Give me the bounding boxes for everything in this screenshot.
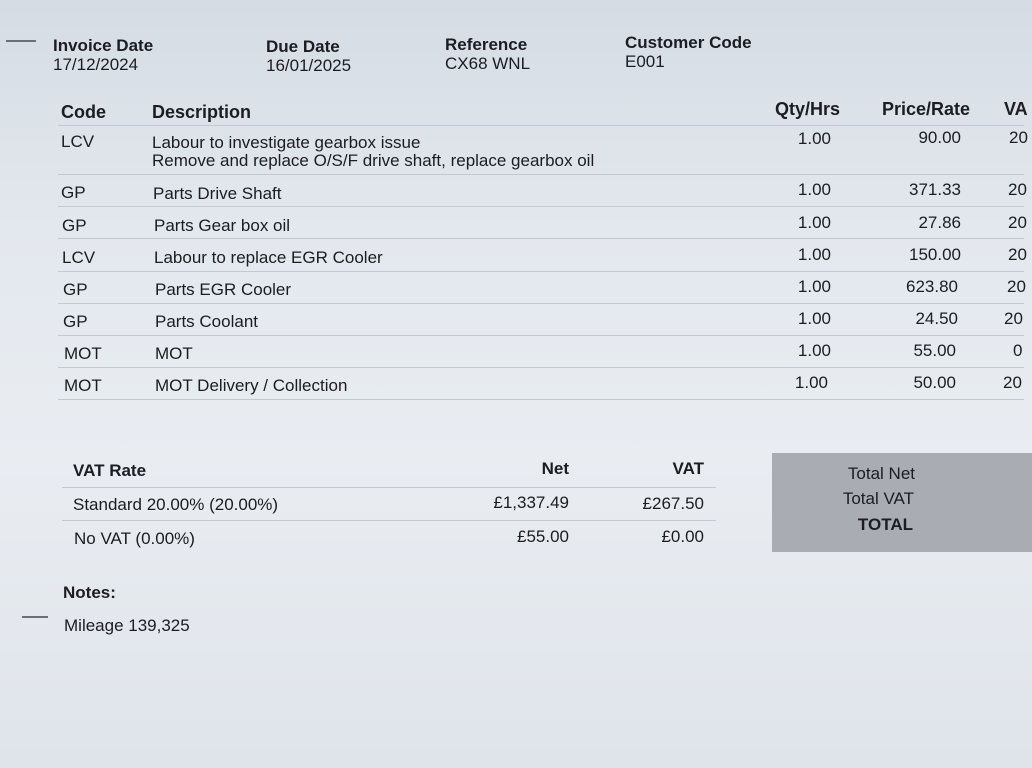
invoice-date-label: Invoice Date [53,36,154,55]
col-header-price: Price/Rate [881,99,970,119]
row-vat: 20 [1003,373,1022,392]
row-qty: 1.00 [797,245,831,264]
row-vat: 20 [1004,309,1023,328]
reference-label: Reference [445,35,528,54]
row-code: LCV [62,248,96,267]
col-header-vat: VA [1004,99,1028,119]
row-qty: 1.00 [797,213,831,232]
row-divider [58,335,1024,336]
row-description: Parts Coolant [155,312,258,331]
row-description: MOT [155,344,193,363]
row-description: Labour to replace EGR Cooler [154,248,383,267]
vat-row-net: £1,337.49 [493,493,569,512]
row-price: 50.00 [913,373,956,392]
row-divider [58,367,1024,368]
row-qty: 1.00 [797,180,831,199]
row-price: 623.80 [906,277,958,296]
vat-col-header-net: Net [541,459,569,478]
row-divider [58,206,1024,207]
row-qty: 1.00 [797,309,831,328]
row-divider [58,238,1024,239]
vat-col-header-vat: VAT [672,459,704,478]
row-code: MOT [64,344,102,363]
due-date-value: 16/01/2025 [266,56,352,75]
vat-row-rate: No VAT (0.00%) [74,529,195,548]
row-code: MOT [64,376,102,395]
row-vat: 20 [1008,245,1027,264]
row-code: GP [61,183,86,202]
vat-row-net: £55.00 [517,527,569,546]
row-price: 27.86 [918,213,961,232]
total-net-label: Total Net [847,464,915,483]
row-price: 55.00 [913,341,956,360]
vat-row-vat: £0.00 [661,527,704,546]
row-code: GP [63,280,88,299]
row-price: 24.50 [915,309,958,328]
margin-mark-top [6,40,36,42]
row-qty: 1.00 [797,341,831,360]
due-date-label: Due Date [266,37,340,56]
row-qty: 1.00 [797,129,831,148]
notes-text: Mileage 139,325 [64,616,190,635]
reference-value: CX68 WNL [445,54,531,73]
row-vat: 20 [1008,180,1027,199]
row-description: Parts EGR Cooler [155,280,292,299]
col-header-qty: Qty/Hrs [774,99,840,119]
notes-label: Notes: [63,583,116,602]
row-vat: 0 [1013,341,1023,360]
row-vat: 20 [1009,128,1028,147]
row-price: 371.33 [909,180,961,199]
row-divider [58,303,1024,304]
vat-row-vat: £267.50 [642,494,704,513]
row-divider [58,271,1024,272]
row-divider [58,399,1024,400]
vat-col-header-rate: VAT Rate [73,461,147,480]
row-vat: 20 [1007,277,1026,296]
row-description: MOT Delivery / Collection [155,376,348,395]
row-description: Parts Gear box oil [154,216,291,235]
total-label: TOTAL [857,515,913,534]
col-header-description: Description [152,102,252,122]
row-description: Parts Drive Shaft [153,184,282,203]
row-code: LCV [61,132,95,151]
row-qty: 1.00 [794,373,828,392]
total-vat-label: Total VAT [842,489,914,508]
row-price: 150.00 [909,245,961,264]
col-header-code: Code [61,102,106,122]
customer-code-label: Customer Code [625,33,752,52]
vat-row-divider [62,520,716,521]
row-description-detail: Remove and replace O/S/F drive shaft, replace gearbox oil [152,151,595,170]
row-code: GP [62,216,87,235]
row-vat: 20 [1008,213,1027,232]
row-divider [58,174,1024,175]
row-description: Labour to investigate gearbox issue [152,133,421,152]
row-price: 90.00 [918,128,961,147]
row-code: GP [63,312,88,331]
vat-header-divider [62,487,716,488]
vat-row-rate: Standard 20.00% (20.00%) [73,495,279,514]
invoice-date-value: 17/12/2024 [53,55,139,74]
customer-code-value: E001 [625,52,665,71]
margin-mark-bottom [22,616,48,618]
header-divider [58,125,1024,126]
row-qty: 1.00 [797,277,831,296]
